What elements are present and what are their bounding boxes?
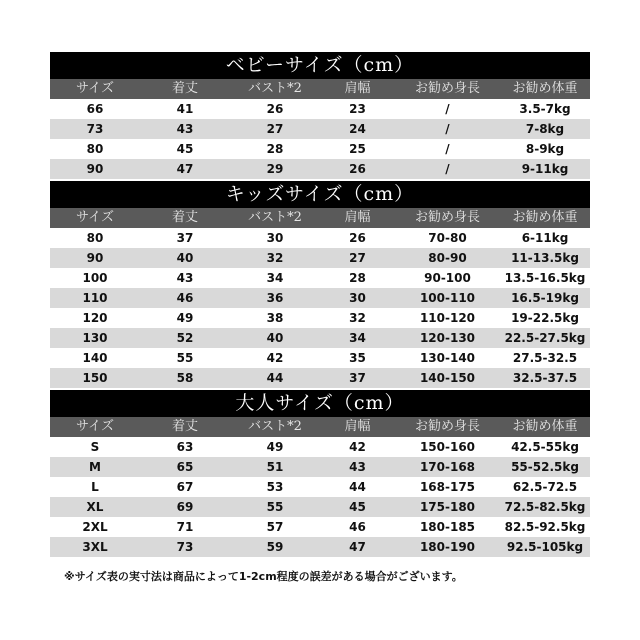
cell-weight: 7-8kg [525, 122, 565, 136]
cell-bust: 49 [266, 440, 284, 454]
cell-bust: 44 [266, 371, 284, 385]
cell-size: XL [86, 500, 104, 514]
cell-height: / [445, 162, 450, 176]
cell-height: / [445, 122, 450, 136]
cell-bust: 26 [266, 102, 284, 116]
cell-length: 69 [176, 500, 194, 514]
cell-length: 43 [176, 271, 194, 285]
cell-size: S [90, 440, 100, 454]
cell-height: 80-90 [428, 251, 467, 265]
cell-height: 150-160 [419, 440, 476, 454]
cell-weight: 82.5-92.5kg [504, 520, 586, 534]
section-title: ベビーサイズ（cm） [50, 52, 590, 79]
cell-size: 130 [82, 331, 108, 345]
cell-length: 47 [176, 162, 194, 176]
cell-weight: 55-52.5kg [511, 460, 579, 474]
cell-length: 52 [176, 331, 194, 345]
cell-shoulder: 32 [349, 311, 366, 325]
cell-shoulder: 35 [349, 351, 366, 365]
cell-size: 110 [82, 291, 108, 305]
cell-weight: 27.5-32.5 [512, 351, 578, 365]
table-row [50, 99, 590, 119]
cell-weight: 62.5-72.5 [512, 480, 578, 494]
table-row [50, 268, 590, 288]
table-row [50, 348, 590, 368]
header-shoulder: 肩幅 [344, 419, 371, 434]
section-adult [50, 390, 590, 557]
header-bust: バスト*2 [248, 210, 302, 225]
size-note: ※サイズ表の実寸法は商品によって1-2cm程度の誤差がある場合がございます。 [64, 570, 463, 583]
cell-weight: 3.5-7kg [519, 102, 571, 116]
header-height: お勧め身長 [414, 210, 480, 225]
cell-weight: 22.5-27.5kg [504, 331, 586, 345]
table-row [50, 288, 590, 308]
cell-size: 140 [82, 351, 108, 365]
header-shoulder: 肩幅 [344, 81, 371, 96]
cell-height: 168-175 [419, 480, 476, 494]
cell-length: 40 [176, 251, 194, 265]
table-row [50, 368, 590, 388]
cell-weight: 16.5-19kg [511, 291, 579, 305]
cell-height: 140-150 [419, 371, 476, 385]
cell-bust: 34 [266, 271, 284, 285]
cell-length: 67 [176, 480, 194, 494]
cell-size: 150 [82, 371, 108, 385]
header-height: お勧め身長 [414, 419, 480, 434]
cell-bust: 55 [266, 500, 284, 514]
header-weight: お勧め体重 [512, 210, 578, 225]
section-title: 大人サイズ（cm） [50, 390, 590, 417]
cell-shoulder: 30 [349, 291, 366, 305]
header-bust: バスト*2 [248, 81, 302, 96]
cell-size: 80 [86, 142, 104, 156]
cell-weight: 6-11kg [521, 231, 569, 245]
cell-length: 49 [176, 311, 194, 325]
section-baby [50, 52, 590, 179]
cell-length: 37 [176, 231, 194, 245]
cell-size: 3XL [82, 540, 108, 554]
header-size: サイズ [76, 210, 114, 225]
header-bust: バスト*2 [248, 419, 302, 434]
cell-shoulder: 26 [349, 162, 366, 176]
cell-weight: 92.5-105kg [506, 540, 584, 554]
cell-weight: 13.5-16.5kg [504, 271, 586, 285]
cell-shoulder: 25 [349, 142, 366, 156]
table-row [50, 517, 590, 537]
table-row [50, 477, 590, 497]
cell-size: 80 [86, 231, 104, 245]
cell-size: 90 [86, 251, 104, 265]
cell-height: 175-180 [419, 500, 476, 514]
cell-weight: 11-13.5kg [511, 251, 579, 265]
cell-shoulder: 44 [349, 480, 366, 494]
table-row [50, 308, 590, 328]
cell-height: 70-80 [428, 231, 467, 245]
header-length: 着丈 [171, 419, 198, 434]
cell-size: 90 [86, 162, 104, 176]
header-size: サイズ [76, 81, 114, 96]
cell-size: 100 [82, 271, 108, 285]
cell-shoulder: 23 [349, 102, 366, 116]
cell-size: 120 [82, 311, 108, 325]
header-length: 着丈 [171, 81, 198, 96]
cell-bust: 42 [266, 351, 284, 365]
cell-height: 180-185 [419, 520, 476, 534]
cell-length: 58 [176, 371, 194, 385]
cell-bust: 59 [266, 540, 284, 554]
cell-height: 170-168 [419, 460, 476, 474]
table-row [50, 159, 590, 179]
header-length: 着丈 [171, 210, 198, 225]
cell-bust: 30 [266, 231, 284, 245]
table-row [50, 139, 590, 159]
cell-weight: 42.5-55kg [511, 440, 579, 454]
cell-height: 110-120 [419, 311, 476, 325]
cell-shoulder: 24 [349, 122, 366, 136]
header-size: サイズ [76, 419, 114, 434]
cell-weight: 9-11kg [521, 162, 569, 176]
table-row [50, 537, 590, 557]
cell-length: 71 [176, 520, 194, 534]
table-row [50, 437, 590, 457]
table-row [50, 228, 590, 248]
column-header-row [50, 79, 590, 99]
cell-shoulder: 43 [349, 460, 366, 474]
cell-length: 45 [176, 142, 194, 156]
table-row [50, 119, 590, 139]
cell-bust: 32 [266, 251, 284, 265]
cell-shoulder: 42 [349, 440, 366, 454]
cell-height: 90-100 [424, 271, 471, 285]
header-height: お勧め身長 [414, 81, 480, 96]
table-row [50, 328, 590, 348]
cell-shoulder: 26 [349, 231, 366, 245]
cell-shoulder: 46 [349, 520, 366, 534]
cell-shoulder: 27 [349, 251, 366, 265]
cell-bust: 53 [266, 480, 284, 494]
cell-height: 100-110 [419, 291, 476, 305]
cell-height: / [445, 102, 450, 116]
cell-bust: 29 [266, 162, 284, 176]
cell-bust: 36 [266, 291, 284, 305]
cell-shoulder: 34 [349, 331, 366, 345]
section-kids [50, 181, 590, 388]
cell-bust: 57 [266, 520, 284, 534]
section-title: キッズサイズ（cm） [50, 181, 590, 208]
cell-shoulder: 45 [349, 500, 366, 514]
cell-weight: 72.5-82.5kg [504, 500, 586, 514]
header-weight: お勧め体重 [512, 419, 578, 434]
column-header-row [50, 208, 590, 228]
table-row [50, 497, 590, 517]
cell-bust: 51 [266, 460, 284, 474]
cell-size: L [91, 480, 99, 494]
cell-length: 55 [176, 351, 194, 365]
cell-size: M [89, 460, 101, 474]
header-weight: お勧め体重 [512, 81, 578, 96]
table-row [50, 248, 590, 268]
cell-length: 46 [176, 291, 194, 305]
cell-shoulder: 37 [349, 371, 366, 385]
size-chart [50, 52, 590, 557]
cell-bust: 27 [266, 122, 284, 136]
cell-length: 63 [176, 440, 194, 454]
cell-length: 65 [176, 460, 194, 474]
cell-weight: 32.5-37.5 [512, 371, 578, 385]
cell-bust: 38 [266, 311, 284, 325]
cell-bust: 40 [266, 331, 284, 345]
cell-shoulder: 28 [349, 271, 366, 285]
cell-height: 130-140 [419, 351, 476, 365]
cell-length: 73 [176, 540, 194, 554]
cell-height: 180-190 [419, 540, 476, 554]
cell-size: 66 [86, 102, 104, 116]
cell-length: 43 [176, 122, 194, 136]
cell-weight: 8-9kg [525, 142, 565, 156]
cell-bust: 28 [266, 142, 284, 156]
cell-height: 120-130 [419, 331, 476, 345]
cell-size: 2XL [82, 520, 108, 534]
cell-height: / [445, 142, 450, 156]
column-header-row [50, 417, 590, 437]
cell-length: 41 [176, 102, 194, 116]
cell-weight: 19-22.5kg [511, 311, 579, 325]
cell-size: 73 [86, 122, 104, 136]
table-row [50, 457, 590, 477]
cell-shoulder: 47 [349, 540, 366, 554]
header-shoulder: 肩幅 [344, 210, 371, 225]
